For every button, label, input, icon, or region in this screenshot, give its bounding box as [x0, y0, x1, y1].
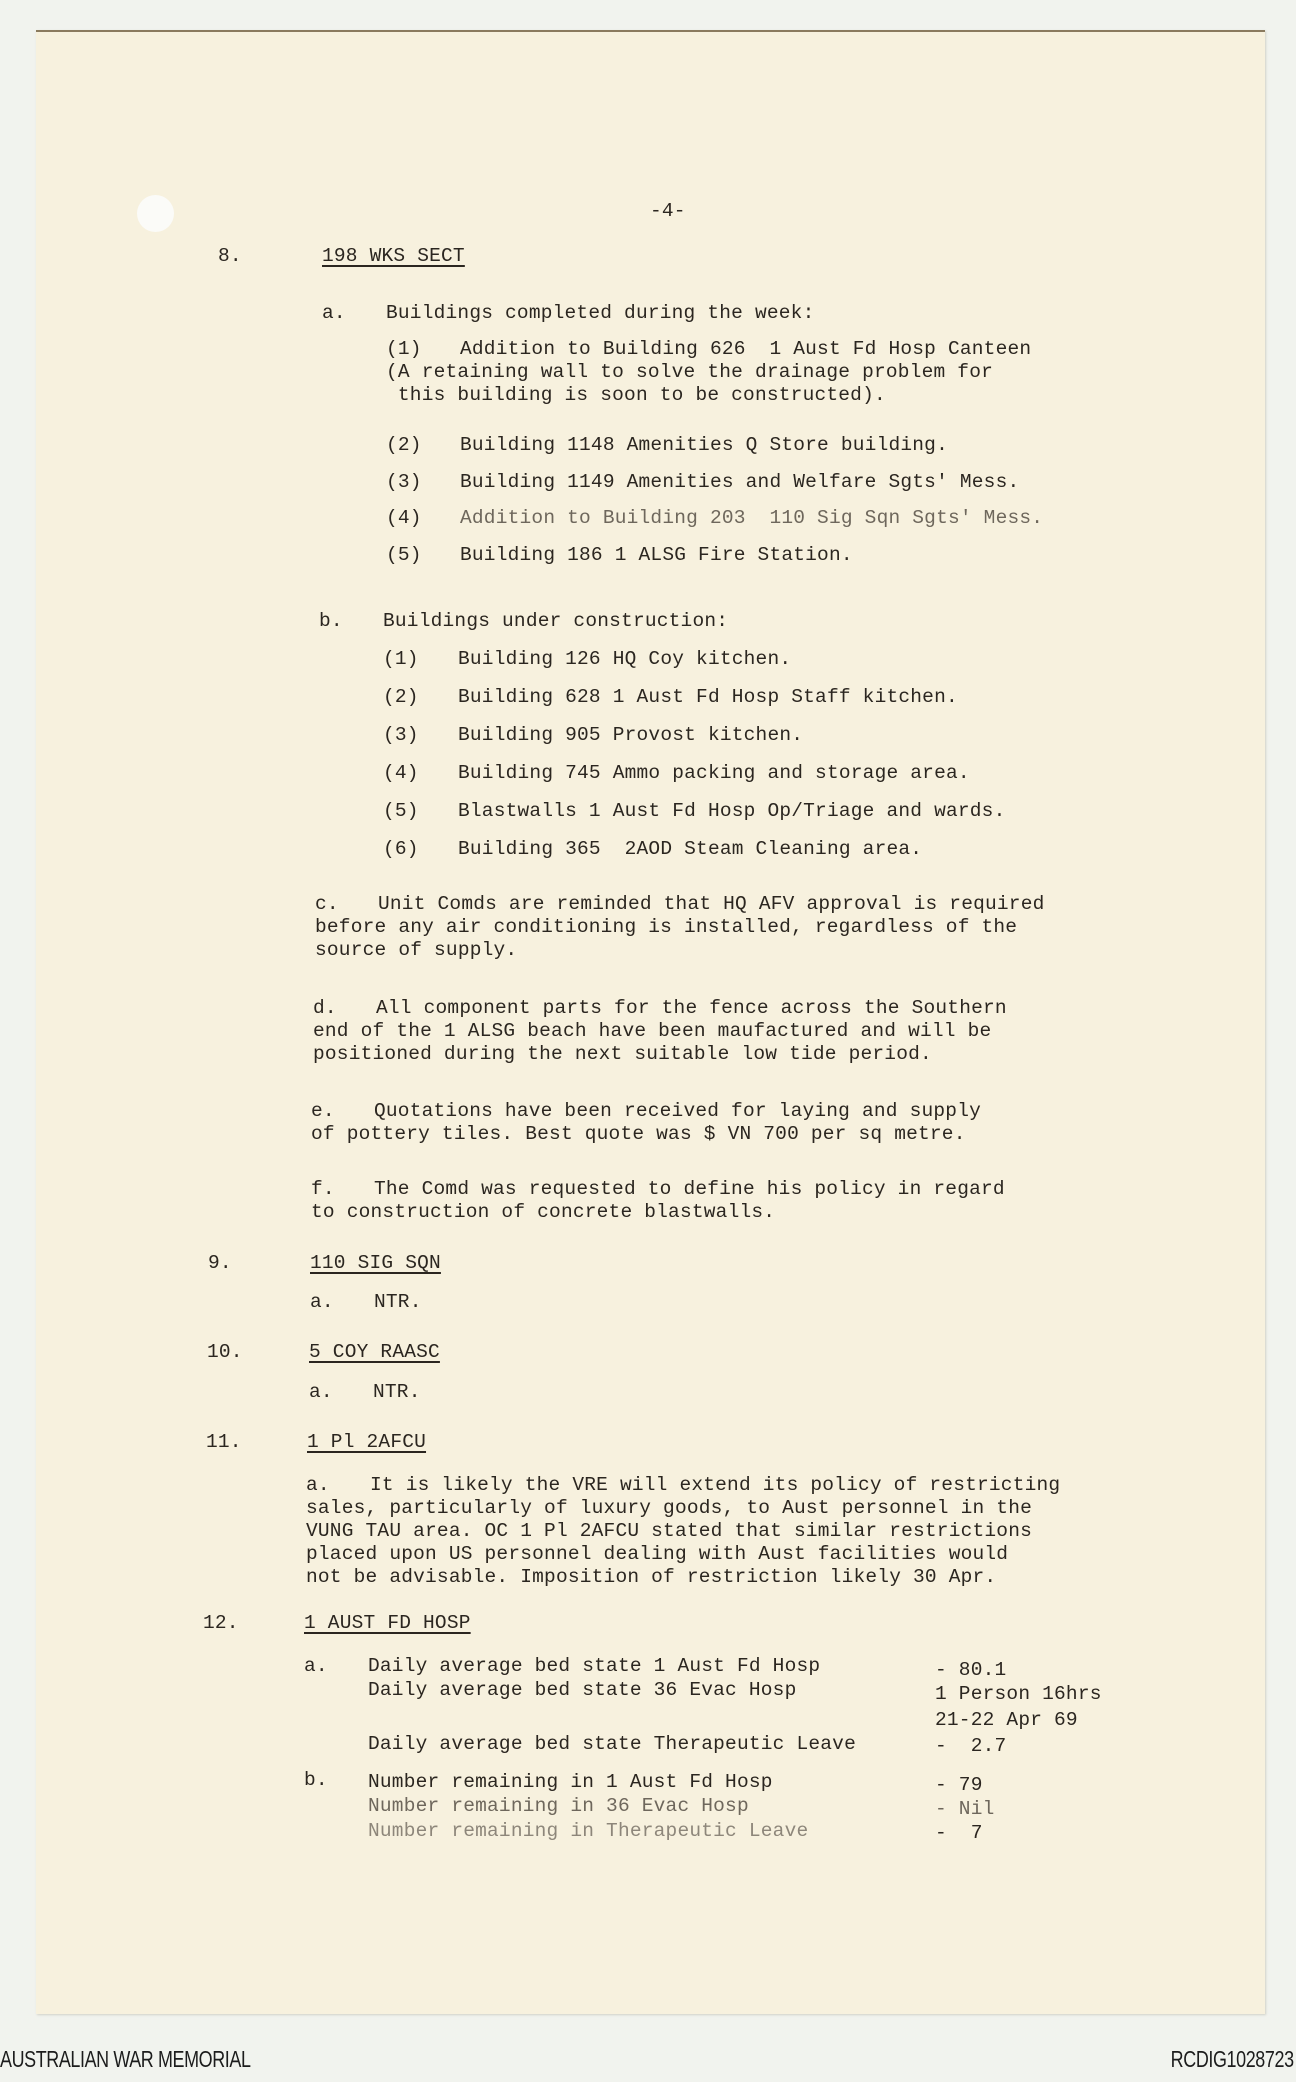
subitem-text: Addition to Building 203 110 Sig Sqn Sgts' Mess. — [460, 507, 1044, 529]
subitem-text: Addition to Building 626 1 Aust Fd Hosp Canteen — [460, 338, 1032, 360]
paragraph-line: The Comd was requested to define his policy in regard — [374, 1178, 1005, 1200]
section-heading: 5 COY RAASC — [309, 1341, 440, 1363]
paragraph-line: positioned during the next suitable low tide period. — [313, 1043, 932, 1065]
subitem-number: (1) — [386, 338, 422, 360]
table-row-label: Number remaining in Therapeutic Leave — [368, 1820, 809, 1842]
item-label: a. — [310, 1291, 334, 1313]
subitem-text: this building is soon to be constructed). — [386, 384, 886, 406]
subitem-number: (5) — [386, 544, 422, 566]
section-heading: 1 Pl 2AFCU — [307, 1431, 427, 1453]
subitem-text: Building 365 2AOD Steam Cleaning area. — [458, 838, 923, 860]
section-number: 9. — [208, 1252, 232, 1274]
paragraph-line: source of supply. — [315, 939, 518, 961]
subitem-number: (3) — [383, 724, 419, 746]
subitem-text: Building 745 Ammo packing and storage area. — [458, 762, 970, 784]
subitem-text: (A retaining wall to solve the drainage problem for — [386, 361, 993, 383]
subitem-number: (2) — [383, 686, 419, 708]
paragraph-line: All component parts for the fence across the Southern — [376, 997, 1007, 1019]
paragraph-line: not be advisable. Imposition of restriction likely 30 Apr. — [306, 1566, 997, 1588]
paragraph-line: of pottery tiles. Best quote was $ VN 700 per sq metre. — [311, 1123, 966, 1145]
item-text: Buildings under construction: — [383, 610, 729, 632]
section-heading: 198 WKS SECT — [322, 245, 465, 267]
subitem-text: Building 126 HQ Coy kitchen. — [458, 648, 792, 670]
subitem-number: (3) — [386, 471, 422, 493]
subitem-text: Blastwalls 1 Aust Fd Hosp Op/Triage and wards. — [458, 800, 1006, 822]
footer-credit: AUSTRALIAN WAR MEMORIAL — [0, 2046, 251, 2072]
subitem-text: Building 186 1 ALSG Fire Station. — [460, 544, 853, 566]
section-number: 11. — [206, 1431, 242, 1453]
table-row-label: Number remaining in 1 Aust Fd Hosp — [368, 1771, 773, 1793]
item-label: d. — [313, 997, 337, 1019]
item-label: a. — [322, 302, 346, 324]
table-row-label: Daily average bed state 1 Aust Fd Hosp — [368, 1655, 821, 1677]
subitem-number: (5) — [383, 800, 419, 822]
item-label: f. — [311, 1178, 335, 1200]
table-row-value: - 2.7 — [935, 1735, 1007, 1757]
item-label: a. — [306, 1474, 330, 1496]
section-number: 8. — [218, 245, 242, 267]
subitem-text: Building 1148 Amenities Q Store building. — [460, 434, 948, 456]
paragraph-line: sales, particularly of luxury goods, to Aust personnel in the — [306, 1497, 1033, 1519]
table-row-label: Daily average bed state Therapeutic Leave — [368, 1733, 856, 1755]
item-label: a. — [304, 1655, 328, 1677]
subitem-number: (2) — [386, 434, 422, 456]
page-number: -4- — [650, 200, 686, 222]
paragraph-line: Quotations have been received for laying and supply — [374, 1100, 981, 1122]
item-text: NTR. — [374, 1291, 422, 1313]
subitem-text: Building 628 1 Aust Fd Hosp Staff kitchen. — [458, 686, 958, 708]
paragraph-line: placed upon US personnel dealing with Aust facilities would — [306, 1543, 1009, 1565]
table-row-value: - 80.1 — [935, 1659, 1007, 1681]
subitem-number: (6) — [383, 838, 419, 860]
paragraph-line: VUNG TAU area. OC 1 Pl 2AFCU stated that similar restrictions — [306, 1520, 1033, 1542]
table-row-value: 1 Person 16hrs — [935, 1683, 1102, 1705]
punch-hole — [137, 195, 174, 232]
item-label: b. — [319, 610, 343, 632]
item-label: a. — [309, 1381, 333, 1403]
paragraph-line: before any air conditioning is installed, regardless of the — [315, 916, 1018, 938]
subitem-number: (4) — [383, 762, 419, 784]
item-label: b. — [304, 1769, 328, 1791]
section-number: 10. — [207, 1341, 243, 1363]
section-heading: 110 SIG SQN — [310, 1252, 441, 1274]
table-row-label: Number remaining in 36 Evac Hosp — [368, 1795, 749, 1817]
table-row-value: - 7 — [935, 1822, 983, 1844]
paragraph-line: to construction of concrete blastwalls. — [311, 1201, 776, 1223]
paragraph-line: It is likely the VRE will extend its policy of restricting — [370, 1474, 1061, 1496]
item-label: c. — [315, 893, 339, 915]
subitem-number: (4) — [386, 507, 422, 529]
subitem-number: (1) — [383, 648, 419, 670]
paragraph-line: end of the 1 ALSG beach have been maufactured and will be — [313, 1020, 992, 1042]
table-row-value: - Nil — [935, 1798, 995, 1820]
table-row-value: 21-22 Apr 69 — [935, 1709, 1078, 1731]
table-row-label: Daily average bed state 36 Evac Hosp — [368, 1679, 797, 1701]
item-label: e. — [311, 1100, 335, 1122]
section-number: 12. — [203, 1612, 239, 1634]
subitem-text: Building 905 Provost kitchen. — [458, 724, 804, 746]
footer-id: RCDIG1028723 — [1171, 2046, 1294, 2072]
item-text: NTR. — [373, 1381, 421, 1403]
table-row-value: - 79 — [935, 1774, 983, 1796]
subitem-text: Building 1149 Amenities and Welfare Sgts' Mess. — [460, 471, 1020, 493]
item-text: Buildings completed during the week: — [386, 302, 815, 324]
section-heading: 1 AUST FD HOSP — [304, 1612, 471, 1634]
paragraph-line: Unit Comds are reminded that HQ AFV approval is required — [378, 893, 1045, 915]
